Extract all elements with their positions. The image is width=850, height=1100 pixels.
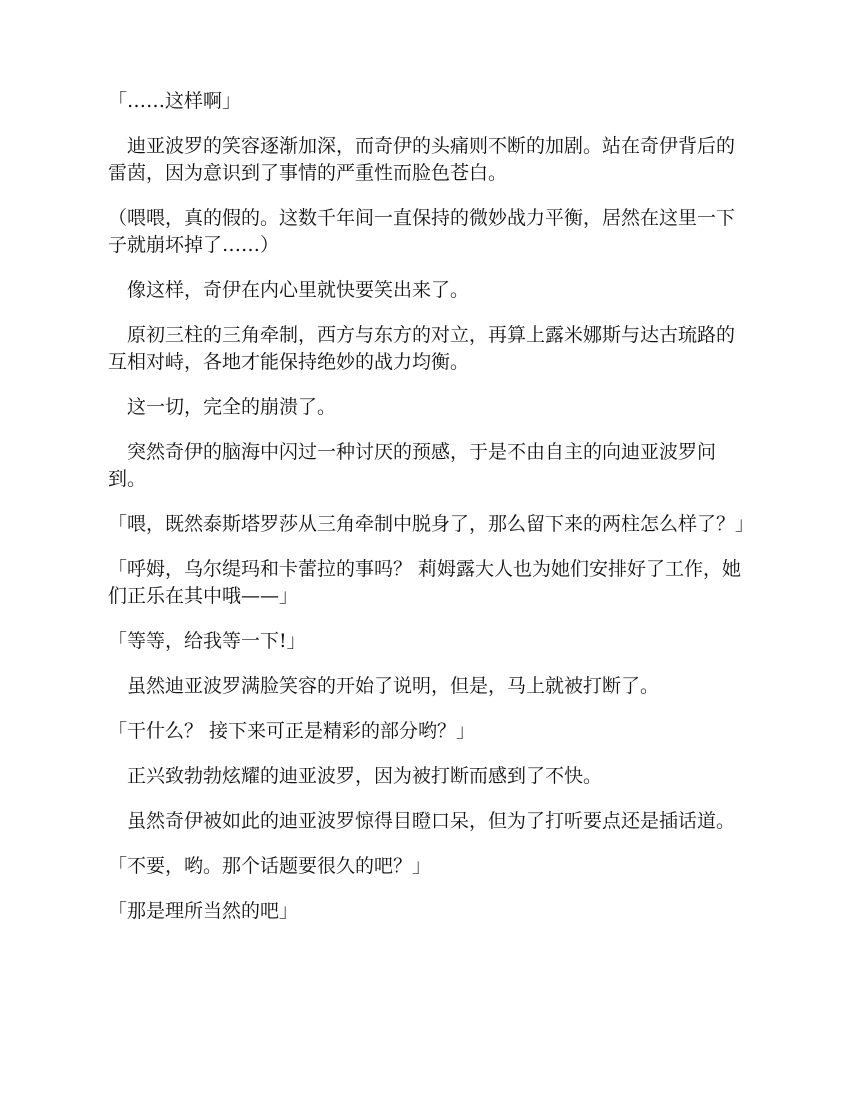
- paragraph-15: 「不要，哟。那个话题要很久的吧？」: [108, 855, 432, 877]
- document-body: [108, 88, 755, 943]
- paragraph-1: 「……这样啊」: [108, 90, 242, 112]
- paragraph-14: 虽然奇伊被如此的迪亚波罗惊得目瞪口呆，但为了打听要点还是插话道。: [127, 810, 736, 832]
- paragraph-12: 「干什么？ 接下来可正是精彩的部分哟？」: [108, 720, 476, 742]
- paragraph-16: 「那是理所当然的吧」: [108, 900, 299, 922]
- paragraph-13: 正兴致勃勃炫耀的迪亚波罗，因为被打断而感到了不快。: [127, 765, 603, 787]
- paragraph-8: 「喂，既然泰斯塔罗莎从三角牵制中脱身了，那么留下来的两柱怎么样了？」: [108, 513, 755, 535]
- paragraph-10: 「等等，给我等一下!」: [108, 630, 306, 652]
- paragraph-7: 突然奇伊的脑海中闪过一种讨厌的预感，于是不由自主的向迪亚波罗问到。: [108, 441, 717, 490]
- paragraph-3: （喂喂，真的假的。这数千年间一直保持的微妙战力平衡，居然在这里一下子就崩坏掉了……）: [108, 207, 736, 256]
- paragraph-6: 这一切，完全的崩溃了。: [127, 396, 337, 418]
- paragraph-5: 原初三柱的三角牵制，西方与东方的对立，再算上露米娜斯与达古琉路的互相对峙，各地才能保持绝妙的战力均衡。: [108, 324, 736, 373]
- paragraph-9: 「呼姆，乌尔缇玛和卡蕾拉的事吗？ 莉姆露大人也为她们安排好了工作，她们正乐在其中哦——」: [108, 558, 742, 607]
- paragraph-11: 虽然迪亚波罗满脸笑容的开始了说明，但是，马上就被打断了。: [127, 675, 660, 697]
- paragraph-4: 像这样，奇伊在内心里就快要笑出来了。: [127, 279, 470, 301]
- paragraph-2: 迪亚波罗的笑容逐渐加深，而奇伊的头痛则不断的加剧。站在奇伊背后的雷茵，因为意识到了事情的严重性而脸色苍白。: [108, 135, 736, 184]
